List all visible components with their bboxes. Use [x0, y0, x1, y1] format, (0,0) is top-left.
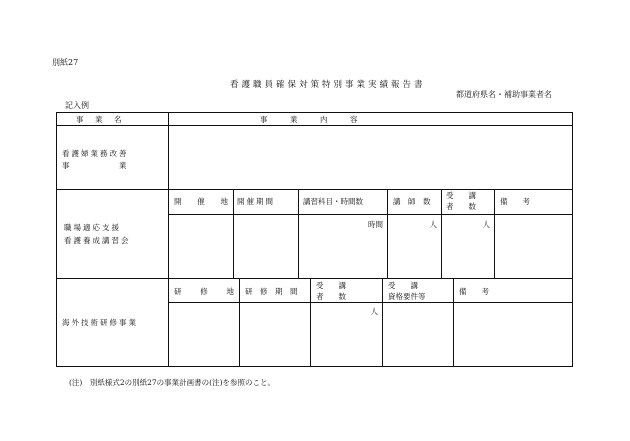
col-business-name	[76, 114, 148, 125]
h-attendees-top: 受 講	[446, 191, 476, 200]
row3-col-rule-4	[453, 278, 454, 367]
report-table	[56, 112, 573, 367]
header-rule	[56, 125, 573, 126]
row2-col-rule-5	[494, 189, 495, 278]
h-remarks: 備 考	[500, 197, 530, 206]
row3-name: 海外技術研修事業	[62, 318, 138, 327]
author-label: 都道府県名・補助事業者名	[456, 90, 552, 99]
name-column-rule	[168, 112, 169, 367]
unit-people-attendees: 人	[482, 220, 490, 229]
h-qualification-top: 受 講	[388, 281, 418, 290]
h-venue-char-1: 開	[174, 197, 182, 206]
h-site-char-3: 地	[226, 287, 234, 296]
h-period: 開催期間	[237, 197, 275, 206]
h-site-char-2: 修	[200, 287, 208, 296]
h-course: 講習科目・時間数	[303, 197, 363, 206]
unit-hours: 時間	[368, 220, 383, 229]
row3-header-rule	[168, 302, 573, 303]
unit-people-r3: 人	[370, 307, 378, 316]
example-label: 記入例	[65, 101, 89, 110]
h-venue	[174, 196, 228, 207]
row1-name-line1: 看護婦業務改善	[62, 149, 129, 158]
row2-col-rule-2	[298, 189, 299, 278]
row3-col-rule-2	[310, 278, 311, 367]
h-r3-attendees-top: 受 講	[316, 281, 346, 290]
h-training-period: 研 修 期 間	[245, 287, 298, 296]
h-r3-remarks: 備 考	[459, 287, 489, 296]
col-business-name-text: 事 業 名	[76, 115, 124, 124]
row3-col-rule-1	[239, 278, 240, 367]
unit-people-instructors: 人	[429, 220, 437, 229]
row2-col-rule-3	[387, 189, 388, 278]
h-site	[174, 286, 234, 297]
row1-bottom-rule	[56, 189, 573, 190]
row2-name-line2: 看護養成講習会	[64, 236, 131, 245]
h-venue-char-3: 地	[220, 197, 228, 206]
h-r3-attendees-bottom: 者 数	[316, 292, 346, 301]
row2-col-rule-4	[441, 189, 442, 278]
row2-header-rule	[168, 214, 573, 215]
row2-bottom-rule	[56, 278, 573, 279]
row3-col-rule-3	[382, 278, 383, 367]
row2-col-rule-1	[233, 189, 234, 278]
col-business-content-text: 事 業 内 容	[260, 115, 358, 124]
document-title: 看護職員確保対策特別事業実績報告書	[230, 80, 426, 90]
footnote: (注) 別紙様式2の別紙27の事業計画書の(注)を参照のこと。	[69, 378, 276, 387]
h-venue-char-2: 催	[197, 197, 205, 206]
form-id: 別紙27	[52, 58, 79, 67]
h-site-char-1: 研	[174, 287, 182, 296]
h-qualification-bottom: 資格要件等	[388, 292, 426, 301]
col-business-content	[260, 114, 358, 125]
row1-name-line2: 事 業	[62, 161, 129, 170]
h-instructors: 講 師 数	[393, 197, 431, 206]
h-attendees-bottom: 者 数	[446, 202, 476, 211]
row2-name-line1: 職場適応支援	[64, 223, 121, 232]
